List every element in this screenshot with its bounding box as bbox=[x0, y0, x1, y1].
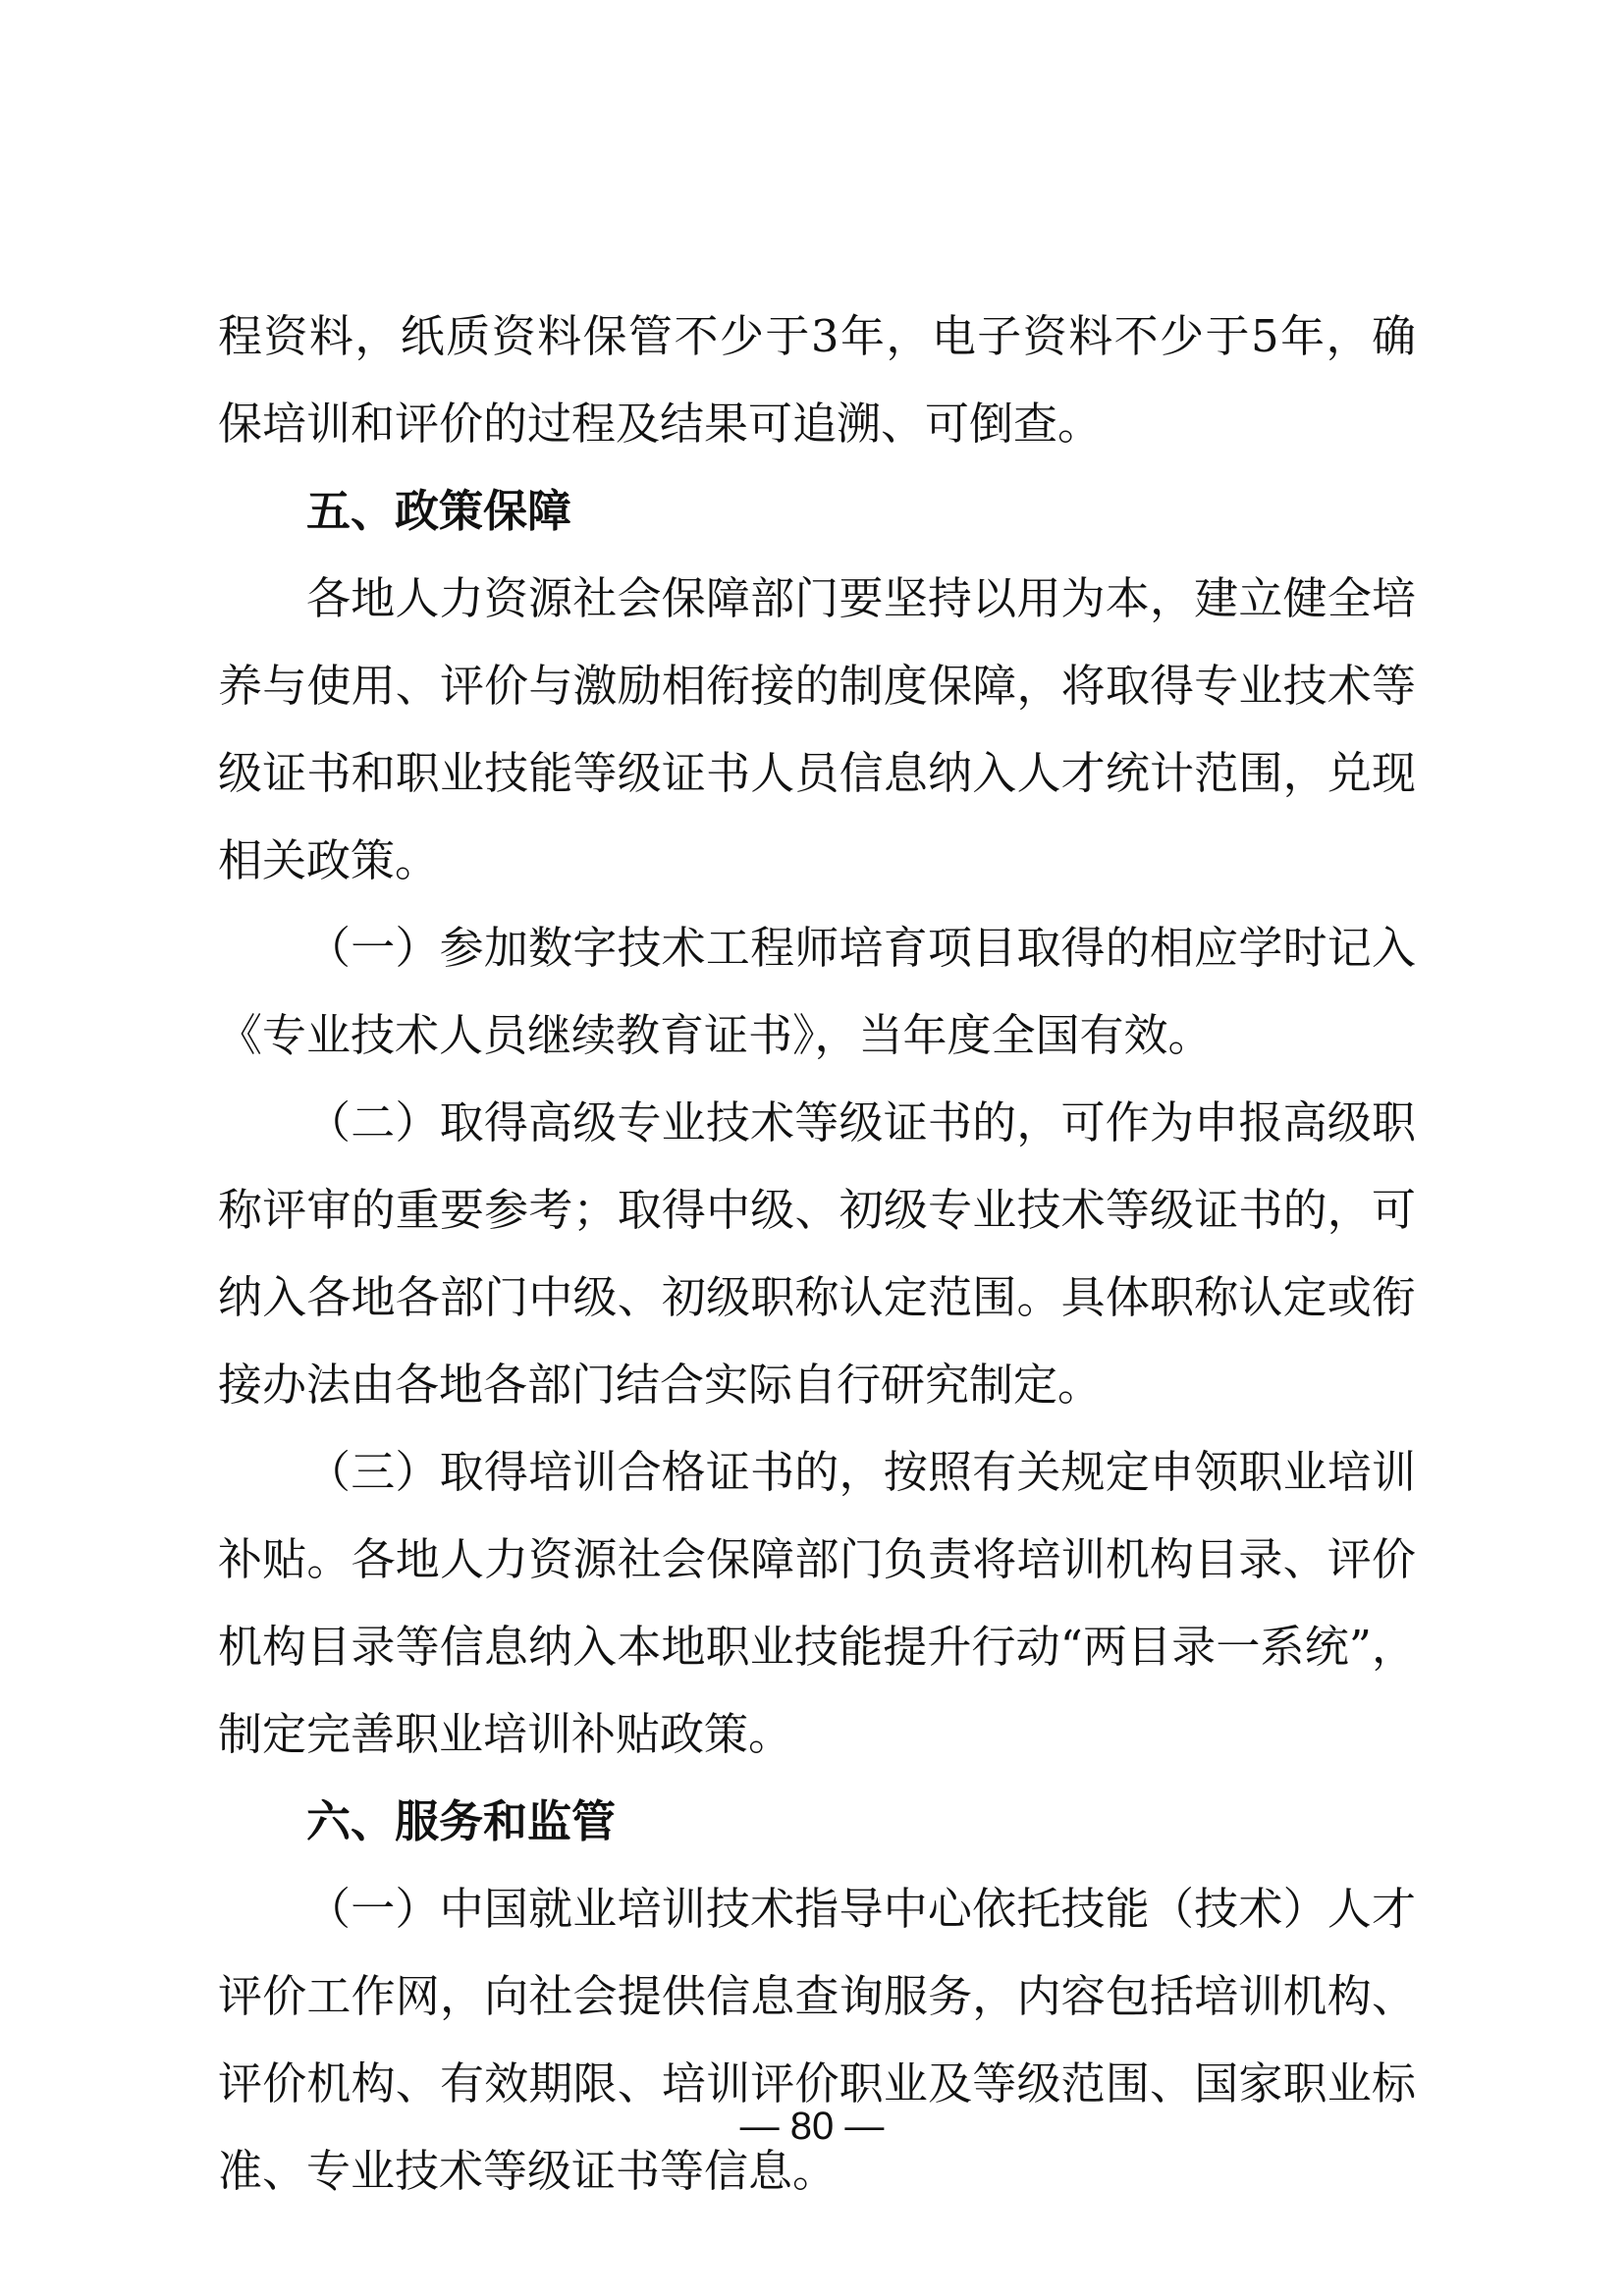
paragraph-line: （一）参加数字技术工程师培育项目取得的相应学时记入 bbox=[306, 922, 1416, 974]
paragraph-line: 级证书和职业技能等级证书人员信息纳入人才统计范围，兑现 bbox=[218, 747, 1416, 799]
paragraph-line: （二）取得高级专业技术等级证书的，可作为申报高级职 bbox=[306, 1096, 1416, 1148]
section-heading-policy: 五、政策保障 bbox=[306, 485, 572, 537]
paragraph-line: 各地人力资源社会保障部门要坚持以用为本，建立健全培 bbox=[306, 572, 1416, 624]
paragraph-line: 制定完善职业培训补贴政策。 bbox=[218, 1708, 793, 1760]
page-number: — 80 — bbox=[739, 2105, 885, 2148]
paragraph-line: 程资料，纸质资料保管不少于3年，电子资料不少于5年，确 bbox=[218, 310, 1416, 362]
paragraph-line: 《专业技术人员继续教育证书》，当年度全国有效。 bbox=[218, 1009, 1213, 1061]
paragraph-line: 养与使用、评价与激励相衔接的制度保障，将取得专业技术等 bbox=[218, 660, 1416, 712]
section-heading-service: 六、服务和监管 bbox=[306, 1795, 617, 1847]
paragraph-line: （三）取得培训合格证书的，按照有关规定申领职业培训 bbox=[306, 1446, 1416, 1498]
paragraph-line: 补贴。各地人力资源社会保障部门负责将培训机构目录、评价 bbox=[218, 1533, 1416, 1585]
paragraph-line: 评价工作网，向社会提供信息查询服务，内容包括培训机构、 bbox=[218, 1970, 1416, 2022]
paragraph-line: 纳入各地各部门中级、初级职称认定范围。具体职称认定或衔 bbox=[218, 1271, 1416, 1323]
paragraph-line: 保培训和评价的过程及结果可追溯、可倒查。 bbox=[218, 398, 1103, 450]
paragraph-line: 机构目录等信息纳入本地职业技能提升行动“两目录一系统”， bbox=[218, 1621, 1416, 1673]
paragraph-line: 称评审的重要参考；取得中级、初级专业技术等级证书的，可 bbox=[218, 1184, 1416, 1236]
body-text bbox=[218, 293, 1416, 2215]
paragraph-line: 相关政策。 bbox=[218, 834, 440, 886]
paragraph-line: 准、专业技术等级证书等信息。 bbox=[218, 2145, 838, 2197]
paragraph-line: （一）中国就业培训技术指导中心依托技能（技术）人才 bbox=[306, 1883, 1416, 1935]
paragraph-line: 评价机构、有效期限、培训评价职业及等级范围、国家职业标 bbox=[218, 2057, 1416, 2109]
paragraph-line: 接办法由各地各部门结合实际自行研究制定。 bbox=[218, 1359, 1103, 1411]
